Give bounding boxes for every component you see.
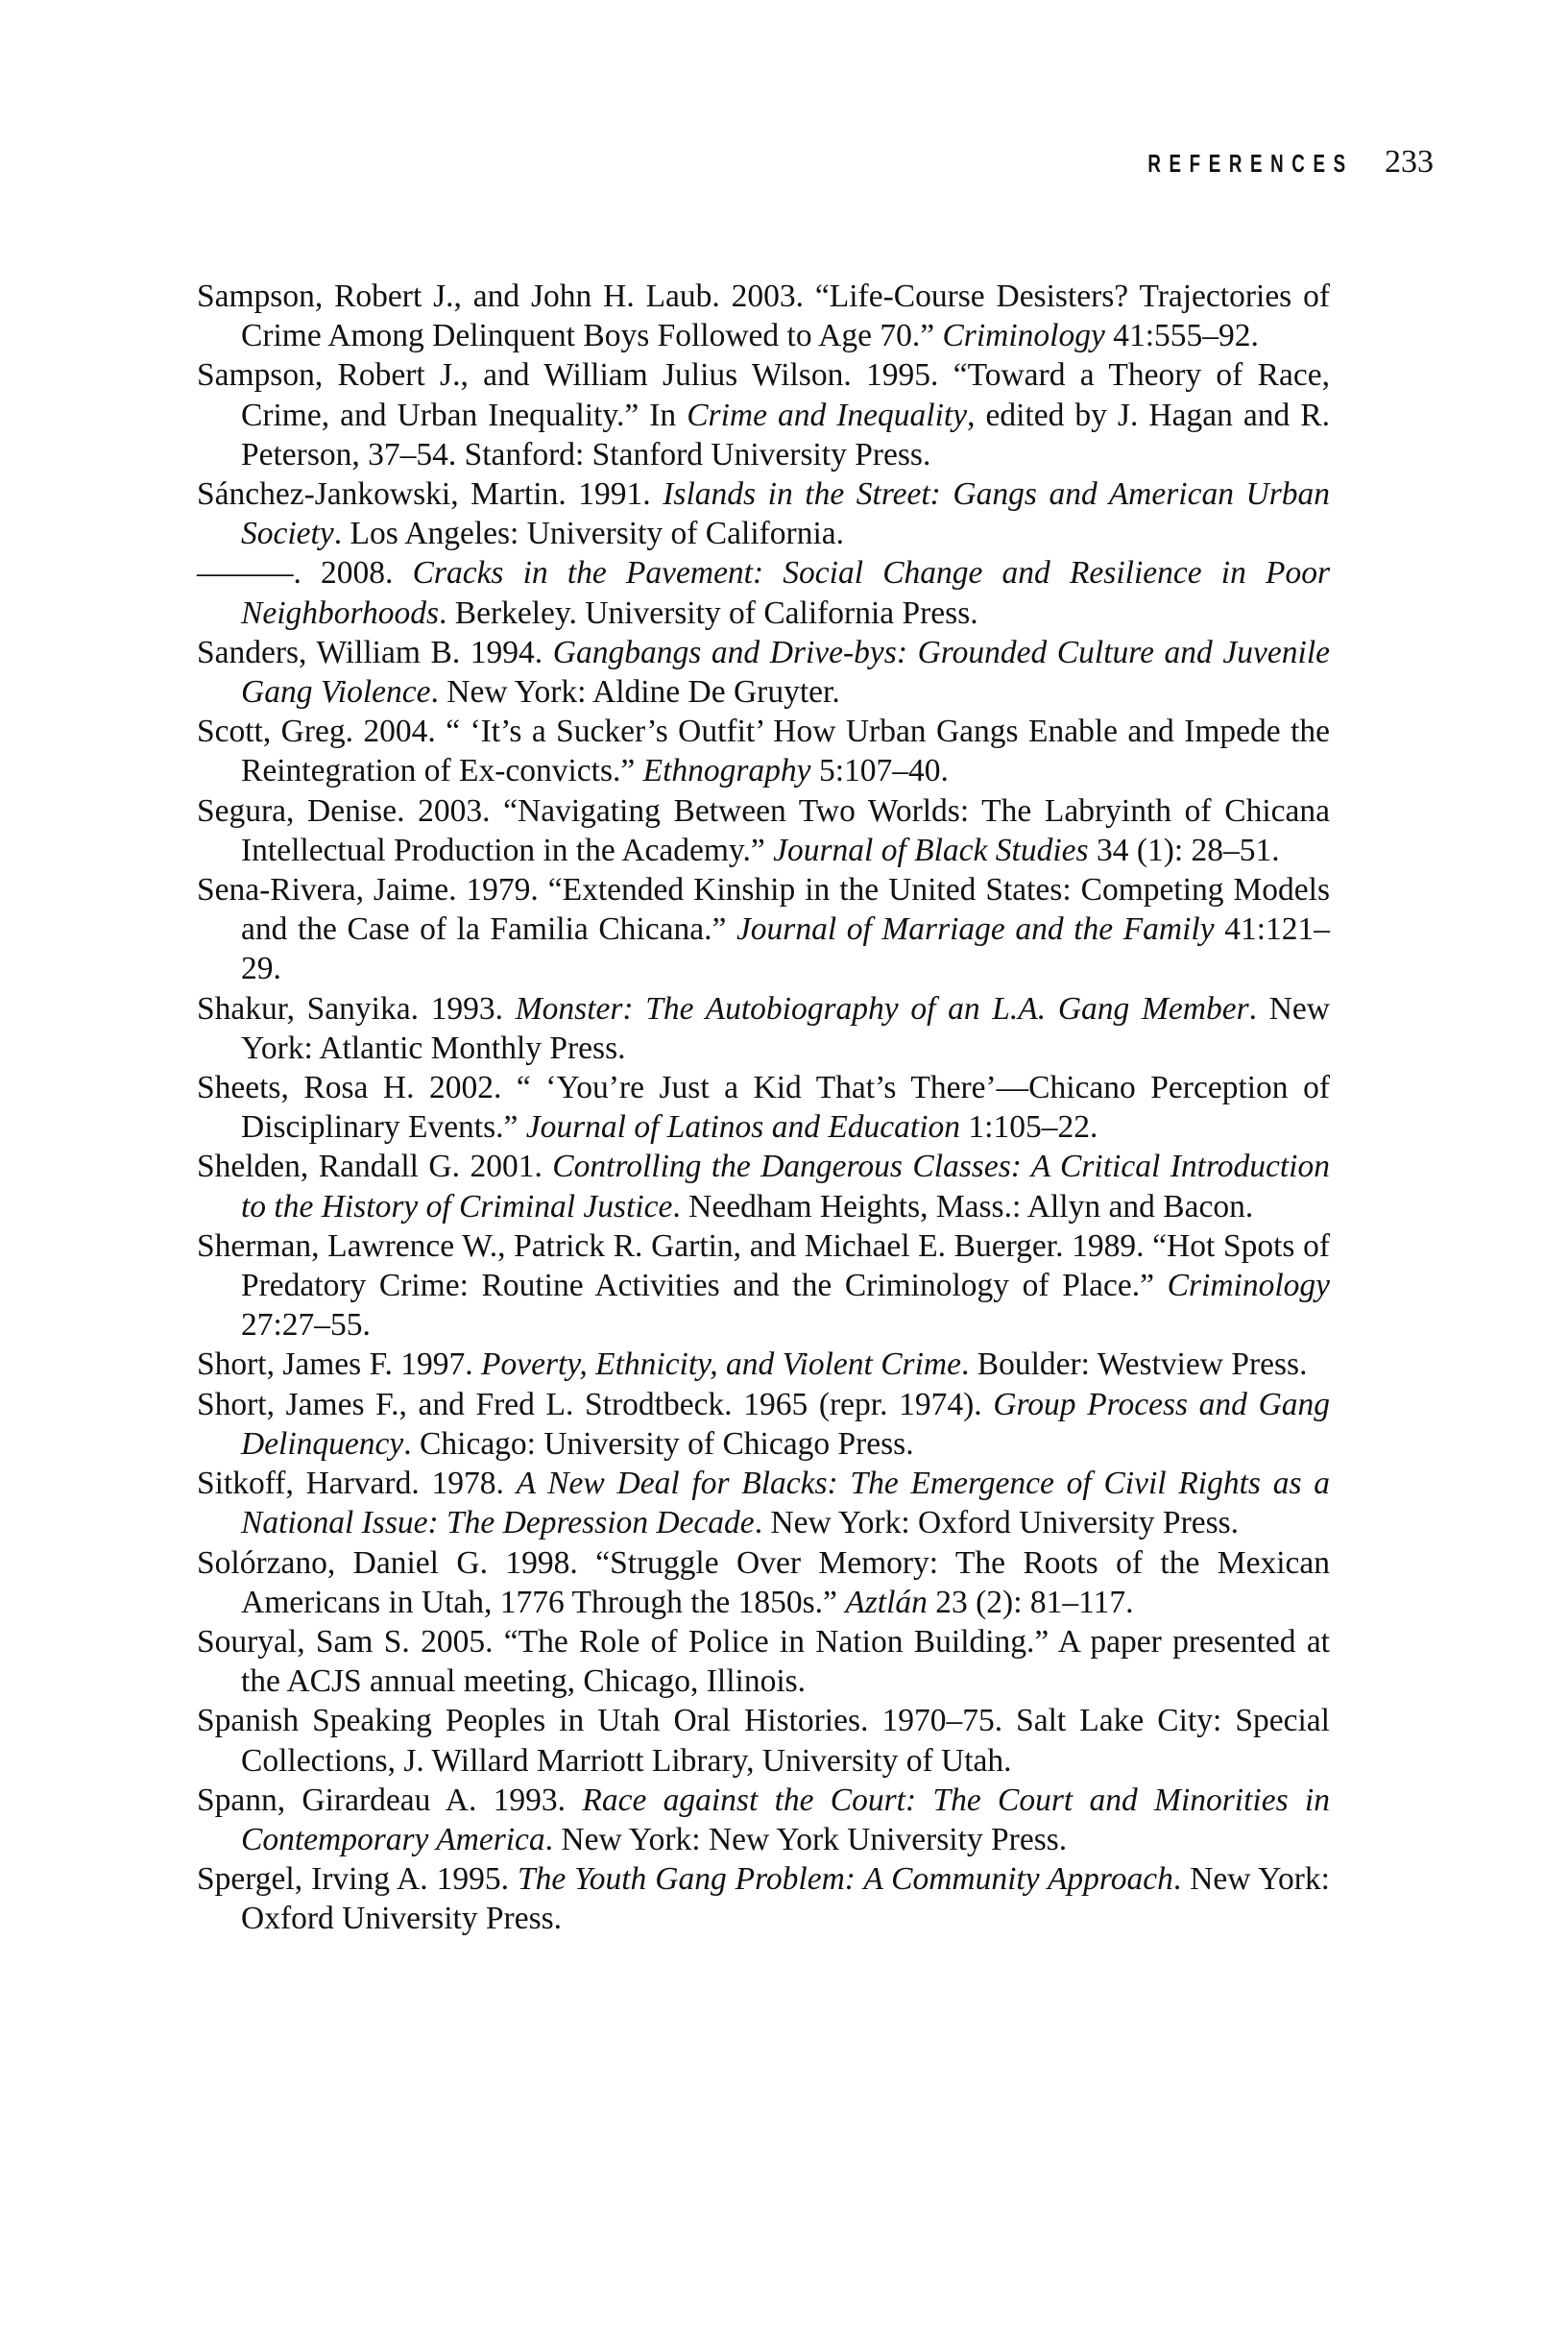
reference-title-italic: Journal of Marriage and the Family — [736, 911, 1215, 948]
reference-text: . New York: Oxford University Press. — [754, 1505, 1240, 1541]
reference-text: . New York: New York University Press. — [544, 1821, 1068, 1857]
reference-title-italic: A New Deal for Blacks: The Emergence of Civil Rights as a National Issue: The Depression Decade — [241, 1466, 1330, 1541]
reference-title-italic: Gangbangs and Drive-bys: Grounded Culture and Juvenile Gang Violence — [241, 634, 1330, 711]
reference-text: Sampson, Robert J., and William Julius Wilson. 1995. “Toward a Theory of Race, Crime, and Urban Inequality.” In — [197, 357, 1330, 433]
reference-text: . New York: Oxford University Press. — [241, 1861, 1330, 1937]
reference-text: Shakur, Sanyika. 1993. — [197, 990, 516, 1027]
reference-text: 34 (1): 28–51. — [1088, 832, 1280, 868]
reference-text: Segura, Denise. 2003. “Navigating Between Two Worlds: The Labryinth of Chicana Intellectual Production in the Academy.” — [197, 792, 1330, 868]
reference-entry — [197, 1859, 1330, 1938]
reference-text: Sánchez-Jankowski, Martin. 1991. — [197, 476, 663, 513]
reference-entry — [197, 870, 1330, 989]
reference-list — [197, 277, 1330, 1939]
reference-text: 23 (2): 81–117. — [927, 1584, 1134, 1620]
reference-entry — [197, 1147, 1330, 1225]
reference-title-italic: The Youth Gang Problem: A Community Approach — [517, 1861, 1173, 1898]
reference-title-italic: Criminology — [1167, 1268, 1330, 1304]
reference-text: Short, James F., and Fred L. Strodtbeck. 1965 (repr. 1974). — [197, 1386, 994, 1422]
reference-text: . Boulder: Westview Press. — [960, 1346, 1308, 1383]
reference-title-italic: Criminology — [942, 318, 1105, 354]
reference-entry — [197, 1226, 1330, 1346]
reference-text: . New York: Atlantic Monthly Press. — [241, 990, 1330, 1066]
reference-text: . Los Angeles: University of California. — [333, 516, 844, 552]
reference-entry — [197, 355, 1330, 474]
reference-entry — [197, 553, 1330, 632]
reference-text: Spanish Speaking Peoples in Utah Oral Histories. 1970–75. Salt Lake City: Special Collections, J. Willard Marriott Library, University of Utah. — [197, 1703, 1330, 1779]
reference-text: Short, James F. 1997. — [197, 1346, 482, 1383]
reference-title-italic: Islands in the Street: Gangs and American Urban Society — [241, 476, 1330, 552]
reference-entry — [197, 1068, 1330, 1147]
reference-title-italic: Poverty, Ethnicity, and Violent Crime — [481, 1346, 961, 1383]
reference-title-italic: Cracks in the Pavement: Social Change and Resilience in Poor Neighborhoods — [241, 555, 1330, 631]
reference-text: Spann, Girardeau A. 1993. — [197, 1782, 583, 1818]
reference-title-italic: Aztlán — [845, 1584, 928, 1620]
reference-entry — [197, 1464, 1330, 1542]
reference-entry — [197, 791, 1330, 870]
reference-title-italic: Controlling the Dangerous Classes: A Critical Introduction to the History of Criminal Justice — [241, 1149, 1330, 1224]
reference-text: Scott, Greg. 2004. “ ‘It’s a Sucker’s Outfit’ How Urban Gangs Enable and Impede the Reintegration of Ex-convicts.” — [197, 714, 1330, 789]
reference-title-italic: Ethnography — [642, 753, 811, 789]
reference-title-italic: Journal of Latinos and Education — [525, 1109, 961, 1146]
reference-title-italic: Group Process and Gang Delinquency — [241, 1386, 1331, 1462]
reference-text: . Berkeley. University of California Press. — [439, 594, 978, 631]
reference-entry — [197, 474, 1330, 553]
running-head — [1068, 144, 1434, 181]
reference-text: ———. 2008. — [197, 555, 413, 592]
reference-text: . Needham Heights, Mass.: Allyn and Bacon. — [672, 1188, 1254, 1224]
reference-text: Sanders, William B. 1994. — [197, 634, 553, 670]
reference-text: Sherman, Lawrence W., Patrick R. Gartin, and Michael E. Buerger. 1989. “Hot Spots of Predatory Crime: Routine Activities and the Criminology of Place.” — [197, 1227, 1330, 1304]
reference-title-italic: Monster: The Autobiography of an L.A. Gang Member — [515, 990, 1249, 1027]
reference-title-italic: Crime and Inequality — [687, 397, 968, 433]
reference-text: 41:121–29. — [241, 911, 1330, 987]
reference-text: Sheets, Rosa H. 2002. “ ‘You’re Just a Kid That’s There’—Chicano Perception of Disciplinary Events.” — [197, 1070, 1330, 1146]
reference-text: . New York: Aldine De Gruyter. — [430, 674, 840, 711]
reference-text: Souryal, Sam S. 2005. “The Role of Police in Nation Building.” A paper presented at the ACJS annual meeting, Chicago, Illinois. — [197, 1623, 1330, 1700]
section-title: REFERENCES — [1147, 149, 1354, 178]
reference-entry — [197, 712, 1330, 790]
reference-text: Shelden, Randall G. 2001. — [197, 1149, 553, 1185]
reference-entry — [197, 1781, 1330, 1859]
reference-title-italic: Journal of Black Studies — [773, 832, 1089, 868]
reference-text: Sitkoff, Harvard. 1978. — [197, 1466, 517, 1502]
reference-entry — [197, 633, 1330, 712]
reference-entry — [197, 989, 1330, 1068]
reference-entry — [197, 1543, 1330, 1622]
reference-entry — [197, 277, 1330, 355]
reference-entry — [197, 1345, 1330, 1384]
reference-text: 5:107–40. — [810, 753, 949, 789]
reference-text: , edited by J. Hagan and R. Peterson, 37–54. Stanford: Stanford University Press. — [241, 397, 1330, 473]
reference-text: 27:27–55. — [241, 1307, 371, 1344]
reference-entry — [197, 1622, 1330, 1701]
page-number: 233 — [1385, 144, 1434, 180]
reference-entry — [197, 1385, 1330, 1464]
reference-text: Solórzano, Daniel G. 1998. “Struggle Over Memory: The Roots of the Mexican Americans in Utah, 1776 Through the 1850s.” — [197, 1544, 1330, 1620]
reference-text: Sampson, Robert J., and John H. Laub. 2003. “Life-Course Desisters? Trajectories of Crime Among Delinquent Boys Followed to Age 70.” — [197, 279, 1330, 354]
reference-text: . Chicago: University of Chicago Press. — [403, 1425, 914, 1462]
reference-text: 41:555–92. — [1104, 318, 1259, 354]
reference-text: Spergel, Irving A. 1995. — [197, 1861, 518, 1898]
reference-text: Sena-Rivera, Jaime. 1979. “Extended Kinship in the United States: Competing Models and the Case of la Familia Chicana.” — [197, 872, 1330, 948]
reference-title-italic: Race against the Court: The Court and Minorities in Contemporary America — [241, 1782, 1330, 1857]
reference-text: 1:105–22. — [960, 1109, 1098, 1146]
reference-entry — [197, 1701, 1330, 1780]
